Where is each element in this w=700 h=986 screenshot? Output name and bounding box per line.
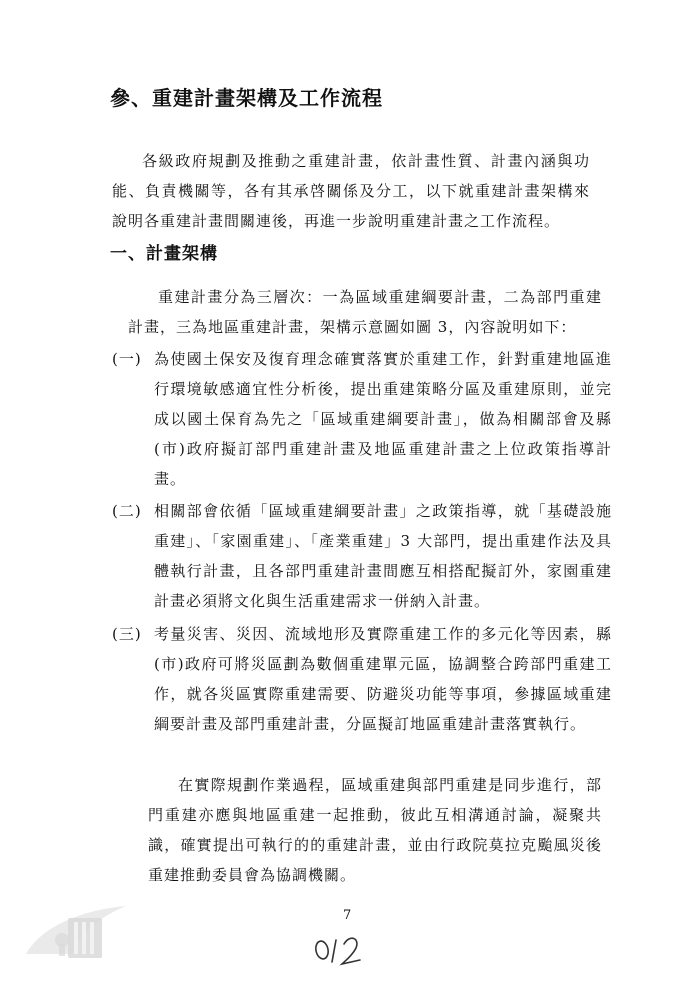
list-item-label: (二) bbox=[112, 502, 142, 520]
layers-paragraph: 重建計畫分為三層次：一為區域重建綱要計畫，二為部門重建計畫，三為地區重建計畫，架構示意圖如圖 3，內容說明如下： bbox=[128, 288, 602, 336]
page-number: 7 bbox=[343, 908, 352, 923]
subsection-title: 一、計畫架構 bbox=[110, 244, 218, 264]
intro-paragraph: 各級政府規劃及推動之重建計畫，依計畫性質、計畫內涵與功能、負責機關等，各有其承啓關係及分工，以下就重建計畫架構來說明各重建計畫間關連後，再進一步說明重建計畫之工作流程。 bbox=[112, 152, 590, 230]
section-title: 參、重建計畫架構及工作流程 bbox=[110, 86, 383, 110]
list-item-label: (一) bbox=[112, 350, 142, 368]
list-item-text: 為使國土保安及復育理念確實落實於重建工作，針對重建地區進行環境敏感適宜性分析後，提出重建策略分區及重建原則，並完成以國土保育為先之「區域重建綱要計畫」，做為相關部會及縣(市)政府擬訂部門重建計畫及地區重建計畫之上位政策指導計畫。 bbox=[154, 350, 612, 488]
list-item-text: 相關部會依循「區域重建綱要計畫」之政策指導，就「基礎設施重建」、「家園重建」、「產業重建」3 大部門，提出重建作法及具體執行計畫，且各部門重建計畫間應互相搭配擬訂外，家園重建計畫必須將文化與生活重建需求一併納入計畫。 bbox=[154, 502, 612, 610]
closing-paragraph: 在實際規劃作業過程，區域重建與部門重建是同步進行，部門重建亦應與地區重建一起推動，彼此互相溝通討論，凝聚共識，確實提出可執行的的重建計畫，並由行政院莫拉克颱風災後重建推動委員會為協調機關。 bbox=[148, 776, 602, 884]
list-item-text: 考量災害、災因、流域地形及實際重建工作的多元化等因素，縣(市)政府可將災區劃為數個重建單元區，協調整合跨部門重建工作，就各災區實際重建需要、防避災功能等事項，參據區域重建綱要計畫及部門重建計畫，分區擬訂地區重建計畫落實執行。 bbox=[154, 625, 612, 733]
list-item-label: (三) bbox=[112, 625, 142, 643]
archive-watermark-icon bbox=[22, 896, 132, 966]
